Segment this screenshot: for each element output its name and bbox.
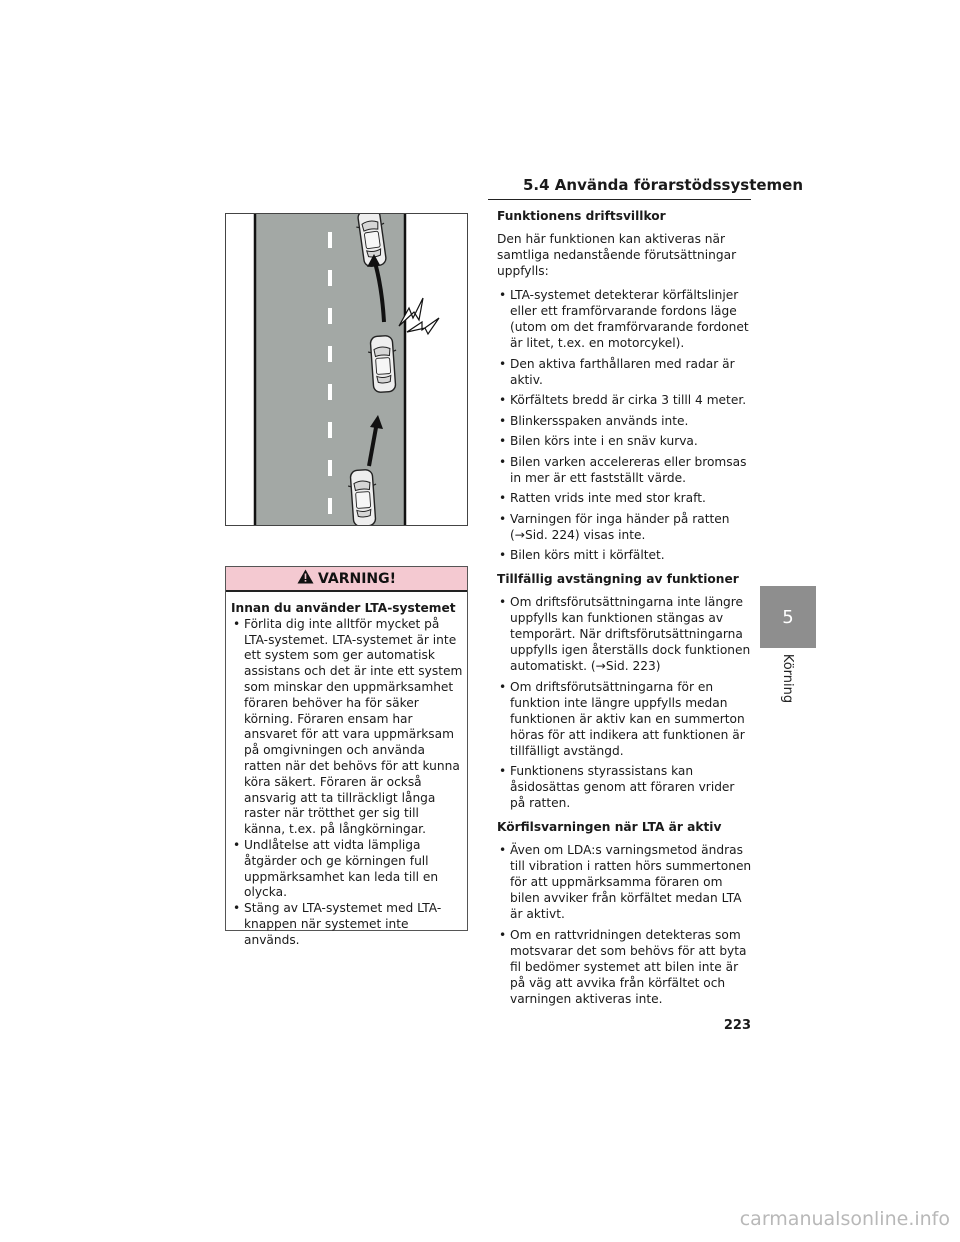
- warning-heading: Innan du använder LTA-systemet: [231, 601, 456, 615]
- lane-warning-heading: Körfilsvarningen när LTA är aktiv: [497, 820, 722, 834]
- chapter-tab[interactable]: 5: [760, 586, 816, 648]
- warning-title: VARNING!: [317, 570, 397, 587]
- page-number: 223: [723, 1018, 751, 1033]
- alert-zigzag-icon-2: [407, 318, 439, 334]
- list-item: • Om driftsförutsättningarna inte längre uppfylls kan funktionen stängas av temporärt. När driftsförutsättningarna uppfylls igen återställs dock funktionen automatiskt. (→Sid. 223): [497, 594, 753, 674]
- watermark: carmanualsonline.info: [739, 1208, 950, 1230]
- list-item: • Funktionens styrassistans kan åsidosättas genom att föraren vrider på ratten.: [497, 763, 753, 811]
- list-item: • Körfältets bredd är cirka 3 tilll 4 meter.: [497, 392, 753, 408]
- list-item: • Om en rattvridningen detekteras som motsvarar det som behövs för att byta fil bedömer systemet att bilen inte är på väg att avvika från körfältet och varningen aktiveras inte.: [497, 927, 753, 1007]
- temp-list: [497, 594, 753, 811]
- list-item: • Bilen varken accelereras eller bromsas in mer är ett fastställt värde.: [497, 454, 753, 486]
- section-title: 5.4 Använda förarstödssystemen: [523, 176, 804, 194]
- conditions-list: [497, 287, 753, 563]
- list-item: • Även om LDA:s varningsmetod ändras till vibration i ratten hörs summertonen för att uppmärksamma föraren om bilen avviker från körfältet medan LTA är aktivt.: [497, 842, 753, 922]
- warning-triangle-icon: [297, 569, 314, 588]
- list-item: • Ratten vrids inte med stor kraft.: [497, 490, 753, 506]
- list-item: • Bilen körs inte i en snäv kurva.: [497, 433, 753, 449]
- list-item: • Varningen för inga händer på ratten (→Sid. 224) visas inte.: [497, 511, 753, 543]
- list-item: • Blinkersspaken används inte.: [497, 413, 753, 429]
- chapter-label: [760, 648, 816, 708]
- section-divider: [488, 199, 751, 200]
- warning-item: • Förlita dig inte alltför mycket på LTA-systemet. LTA-systemet är inte ett system som ger automatisk assistans och det är inte ett system som minskar den uppmärksamhet föraren behöver ha för säker körning. Föraren ensam har ansvaret för att vara uppmärksam på omgivningen och använda ratten när det behövs för att kunna köra säkert. Föraren är också ansvarig att ta tillräckligt långa raster när trötthet ger sig till känna, t.ex. på långkörningar.: [231, 617, 463, 838]
- warning-item: • Undlåtelse att vidta lämpliga åtgärder och ge körningen full uppmärksamhet kan leda till en olycka.: [231, 838, 463, 901]
- list-item: • Om driftsförutsättningarna för en funktion inte längre uppfylls medan funktionen är aktiv kan en summerton höras för att indikera att funktionen är tillfälligt avstängd.: [497, 679, 753, 759]
- list-item: • LTA-systemet detekterar körfältslinjer eller ett framförvarande fordons läge (utom om det framförvarande fordonet är litet, t.ex. en motorcykel).: [497, 287, 753, 351]
- list-item: • Bilen körs mitt i körfältet.: [497, 547, 753, 563]
- warning-box: [225, 566, 468, 947]
- lane-warning-list: [497, 842, 753, 1007]
- chapter-label-text: Körning: [780, 653, 796, 703]
- conditions-heading: Funktionens driftsvillkor: [497, 209, 666, 223]
- lane-illustration: [225, 213, 468, 526]
- list-item: • Den aktiva farthållaren med radar är aktiv.: [497, 356, 753, 388]
- conditions-intro: Den här funktionen kan aktiveras när samtliga nedanstående förutsättningar uppfylls:: [497, 232, 737, 278]
- warning-header: [226, 567, 467, 592]
- main-column: [497, 208, 753, 1015]
- temp-heading: Tillfällig avstängning av funktioner: [497, 572, 739, 586]
- warning-item: • Stäng av LTA-systemet med LTA-knappen när systemet inte används.: [231, 901, 463, 948]
